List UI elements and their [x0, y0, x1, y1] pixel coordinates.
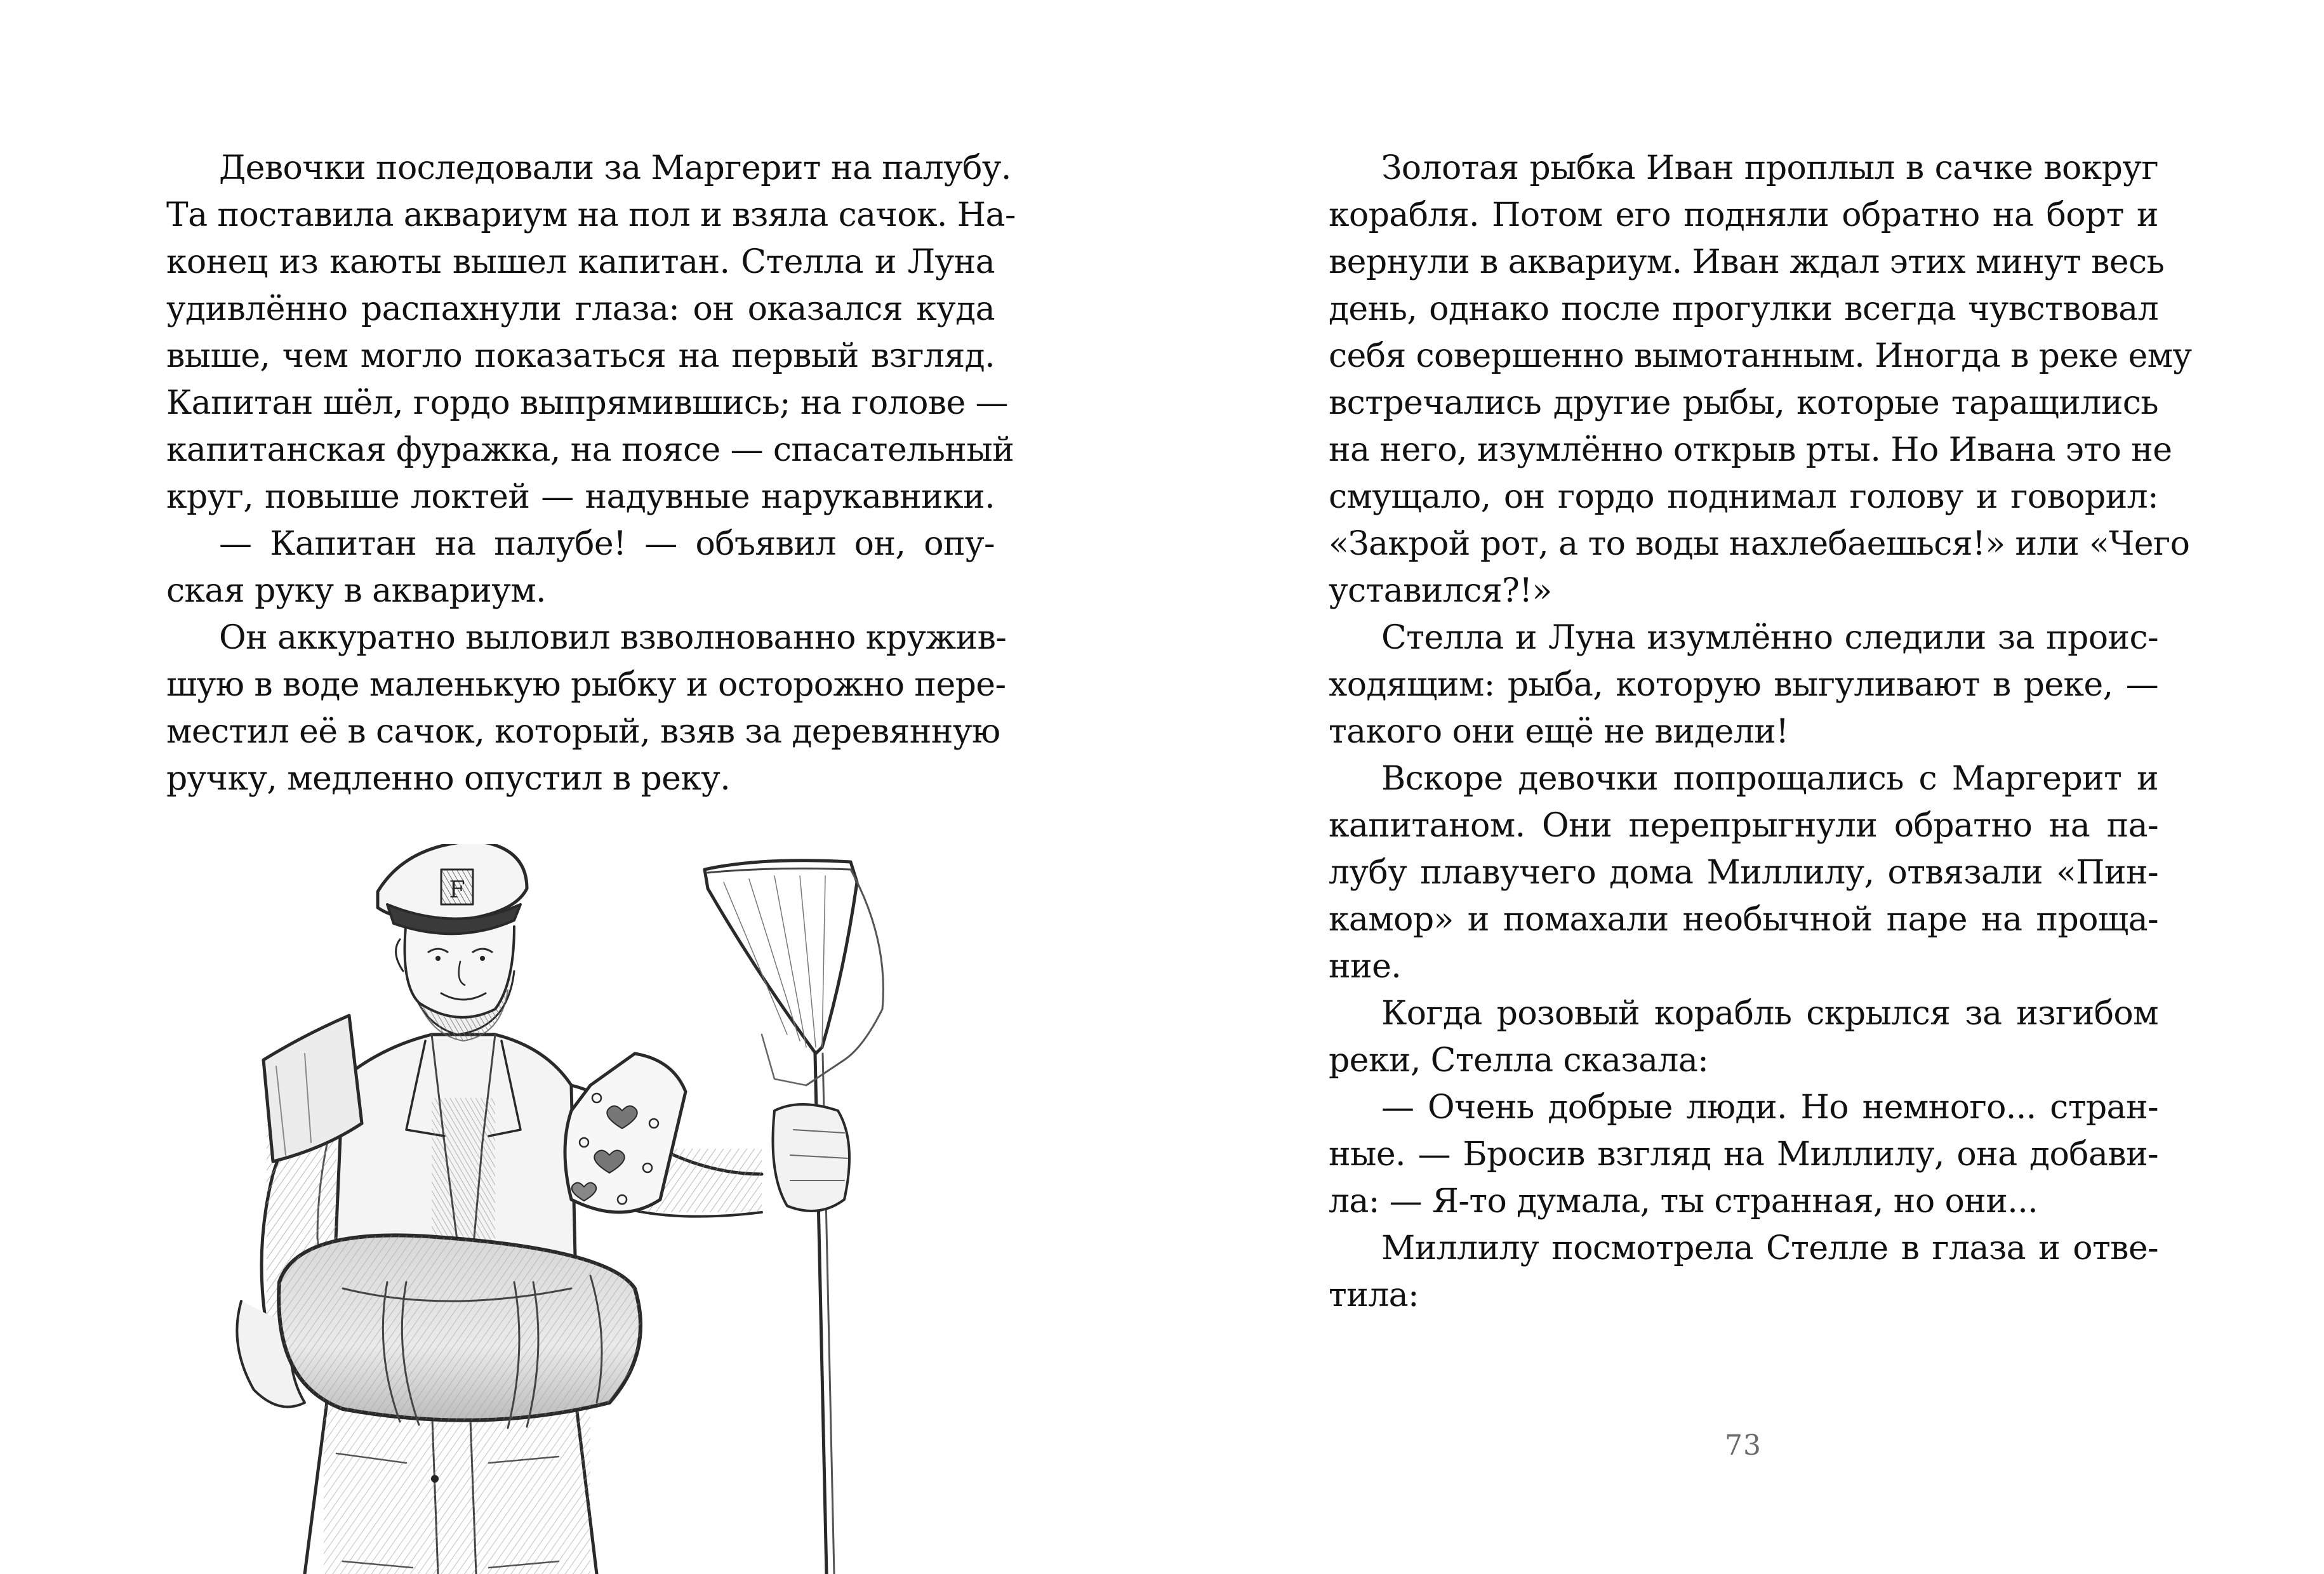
paragraph — [166, 520, 995, 614]
text-line: ные. — Бросив взгляд на Миллилу, она добави- — [1329, 1135, 2158, 1174]
text-line: выше, чем могло показаться на первый взгляд. — [166, 337, 995, 375]
paragraph — [166, 614, 1007, 802]
paragraph — [1329, 145, 2192, 614]
text-line: день, однако после прогулки всегда чувствовал — [1329, 290, 2158, 328]
text-line: уставился?!» — [1329, 572, 1552, 610]
text-line: такого они ещё не видели! — [1329, 713, 1789, 751]
text-line: лубу плавучего дома Миллилу, отвязали «Пин- — [1329, 854, 2158, 892]
text-line: Миллилу посмотрела Стелле в глаза и отве- — [1381, 1229, 2158, 1267]
text-line: местил её в сачок, который, взяв за деревянную — [166, 713, 1000, 751]
text-line: тила: — [1329, 1276, 1419, 1314]
text-line: Та поставила аквариум на пол и взяла сачок. На- — [166, 196, 1016, 234]
svg-text:F: F — [449, 877, 465, 903]
captain-sketch-icon — [216, 844, 927, 1574]
text-line: на него, изумлённо открыв рты. Но Ивана это не — [1329, 431, 2172, 469]
text-line: Капитан шёл, гордо выпрямившись; на голове — — [166, 384, 1008, 422]
text-line: круг, повыше локтей — надувные нарукавники. — [166, 478, 995, 516]
paragraph — [1329, 1084, 2158, 1225]
text-line: корабля. Потом его подняли обратно на борт и — [1329, 196, 2158, 234]
text-line: Он аккуратно выловил взволнованно кружив- — [219, 619, 1007, 657]
text-line: конец из каюты вышел капитан. Стелла и Луна — [166, 243, 995, 281]
text-line: удивлённо распахнули глаза: он оказался куда — [166, 290, 995, 328]
right-page-text — [1329, 145, 2192, 1319]
text-line: ходящим: рыба, которую выгуливают в реке, — — [1329, 666, 2158, 704]
text-line: встречались другие рыбы, которые таращились — [1329, 384, 2158, 422]
right-page — [1162, 0, 2324, 1574]
text-line: Вскоре девочки попрощались с Маргерит и — [1381, 760, 2158, 798]
text-line: Девочки последовали за Маргерит на палубу. — [219, 149, 1011, 187]
paragraph — [1329, 990, 2158, 1084]
text-line: ручку, медленно опустил в реку. — [166, 760, 731, 798]
page-number: 73 — [1725, 1429, 1762, 1462]
text-line: — Капитан на палубе! — объявил он, опу- — [219, 525, 995, 563]
text-line: капитанская фуражка, на поясе — спасательный — [166, 431, 1014, 469]
text-line: капитаном. Они перепрыгнули обратно на па- — [1329, 807, 2158, 845]
paragraph — [1329, 755, 2158, 990]
text-line: вернули в аквариум. Иван ждал этих минут весь — [1329, 243, 2165, 281]
text-line: Когда розовый корабль скрылся за изгибом — [1381, 995, 2158, 1033]
paragraph — [166, 145, 1016, 520]
paragraph — [1329, 1225, 2158, 1319]
captain-illustration — [216, 844, 927, 1574]
text-line: смущало, он гордо поднимал голову и говорил: — [1329, 478, 2158, 516]
text-line: Стелла и Луна изумлённо следили за проис- — [1381, 619, 2158, 657]
text-line: Золотая рыбка Иван проплыл в сачке вокруг — [1381, 149, 2158, 187]
text-line: — Очень добрые люди. Но немного... стран- — [1381, 1088, 2158, 1127]
text-line: реки, Стелла сказала: — [1329, 1042, 1709, 1080]
text-line: ние. — [1329, 948, 1402, 986]
paragraph — [1329, 614, 2158, 755]
text-line: ская руку в аквариум. — [166, 572, 546, 610]
left-page-text — [166, 145, 1016, 802]
text-line: камор» и помахали необычной паре на проща- — [1329, 901, 2158, 939]
text-line: себя совершенно вымотанным. Иногда в реке ему — [1329, 337, 2192, 375]
text-line: ла: — Я-то думала, ты странная, но они... — [1329, 1182, 2038, 1220]
text-line: «Закрой рот, а то воды нахлебаешься!» или «Чего — [1329, 525, 2190, 563]
text-line: шую в воде маленькую рыбку и осторожно пере- — [166, 666, 1006, 704]
